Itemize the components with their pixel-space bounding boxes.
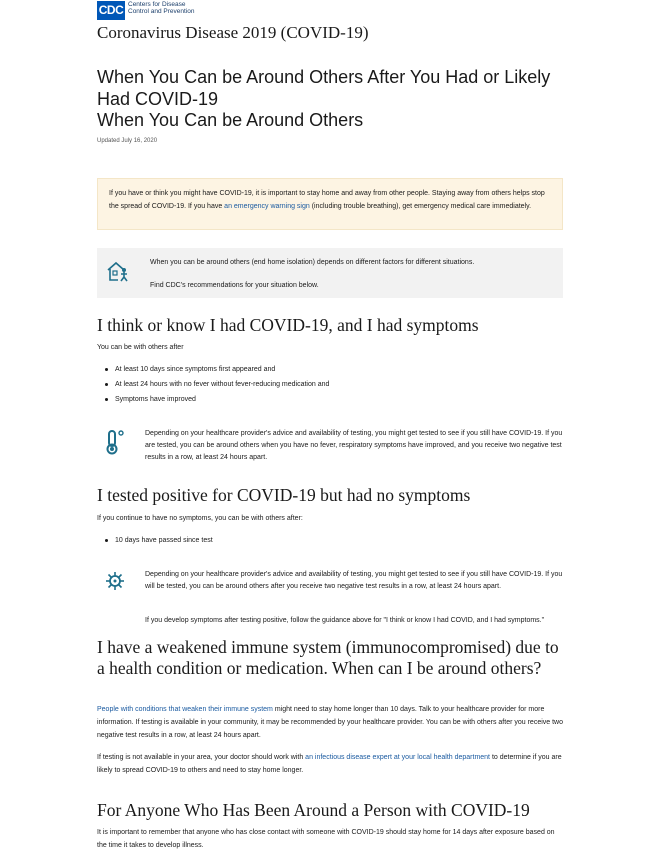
thermometer-icon — [103, 428, 127, 456]
virus-icon — [103, 568, 127, 596]
cdc-logo-text: Centers for Disease Control and Prevention — [128, 1, 195, 15]
list-item: At least 24 hours with no fever without fever-reducing medication and — [105, 377, 329, 392]
section2-note1: Depending on your healthcare provider's advice and availability of testing, you might get tested to see if you still have COVID-19. If you will be tested, you can be around others after you receive two negative test results in a row, at least 24 hours apart. — [145, 571, 563, 590]
section4-p1: It is important to remember that anyone who has close contact with someone with COVID-19 should stay home for 14 days after exposure based on the time it takes to develop illness. — [97, 829, 555, 849]
updated-date: Updated July 16, 2020 — [97, 138, 158, 144]
emergency-warning-link[interactable]: an emergency warning sign — [224, 203, 310, 210]
list-item: 10 days have passed since test — [105, 533, 213, 548]
section-heading-no-symptoms: I tested positive for COVID-19 but had no symptoms — [97, 485, 471, 505]
infobox-line1: When you can be around others (end home isolation) depends on different factors for different situations. — [150, 259, 475, 266]
warning-callout: If you have or think you might have COVID-19, it is important to stay home and away from other people. Staying away from others helps stop the spread of COVID-19. If you have an emergency warning sign (including trouble breathing), get emergency medical care immediately. — [97, 178, 563, 230]
section-heading-symptoms: I think or know I had COVID-19, and I had symptoms — [97, 315, 479, 335]
list-item: At least 10 days since symptoms first appeared and — [105, 362, 329, 377]
site-title[interactable]: Coronavirus Disease 2019 (COVID-19) — [97, 23, 369, 42]
section1-list — [105, 362, 329, 407]
infobox-line2: Find CDC's recommendations for your situation below. — [150, 282, 319, 289]
section2-list — [105, 533, 213, 548]
section-heading-immunocompromised: I have a weakened immune system (immunocompromised) due to a health condition or medication. When can I be around others? — [97, 637, 559, 678]
section3-p2: If testing is not available in your area, your doctor should work with an infectious disease expert at your local health department to determine if you are likely to spread COVID-19 to others and need to stay home longer. — [97, 754, 562, 774]
home-isolation-icon — [106, 259, 132, 283]
list-item: Symptoms have improved — [105, 392, 329, 407]
section2-note2: If you develop symptoms after testing positive, follow the guidance above for "I think or know I had COVID, and I had symptoms." — [145, 617, 545, 624]
situation-infobox — [97, 248, 563, 298]
cdc-logo-mark: CDC — [97, 1, 125, 20]
section2-intro: If you continue to have no symptoms, you can be with others after: — [97, 515, 303, 522]
cdc-logo[interactable] — [97, 1, 198, 21]
page-subtitle: When You Can be Around Others — [97, 110, 364, 130]
section1-note: Depending on your healthcare provider's advice and availability of testing, you might get tested to see if you still have COVID-19. If you are tested, you can be around others when you have no fever, respiratory symptoms have improved, and you receive two negative test results in a row, at least 24 hours apart. — [145, 430, 563, 461]
weakened-immune-link[interactable]: People with conditions that weaken their immune system — [97, 706, 273, 713]
infectious-disease-expert-link[interactable]: an infectious disease expert at your local health department — [305, 754, 491, 761]
section-heading-exposure: For Anyone Who Has Been Around a Person with COVID-19 — [97, 800, 530, 820]
page-title: When You Can be Around Others After You Had or Likely Had COVID-19 — [97, 67, 551, 109]
section1-intro: You can be with others after — [97, 344, 184, 351]
section3-p1: People with conditions that weaken their immune system might need to stay home longer than 10 days. Talk to your healthcare provider for more information. If testing is available in your community, it may be recommended by your healthcare provider. You can be with others after you receive two negative test results in a row, at least 24 hours apart. — [97, 706, 563, 739]
